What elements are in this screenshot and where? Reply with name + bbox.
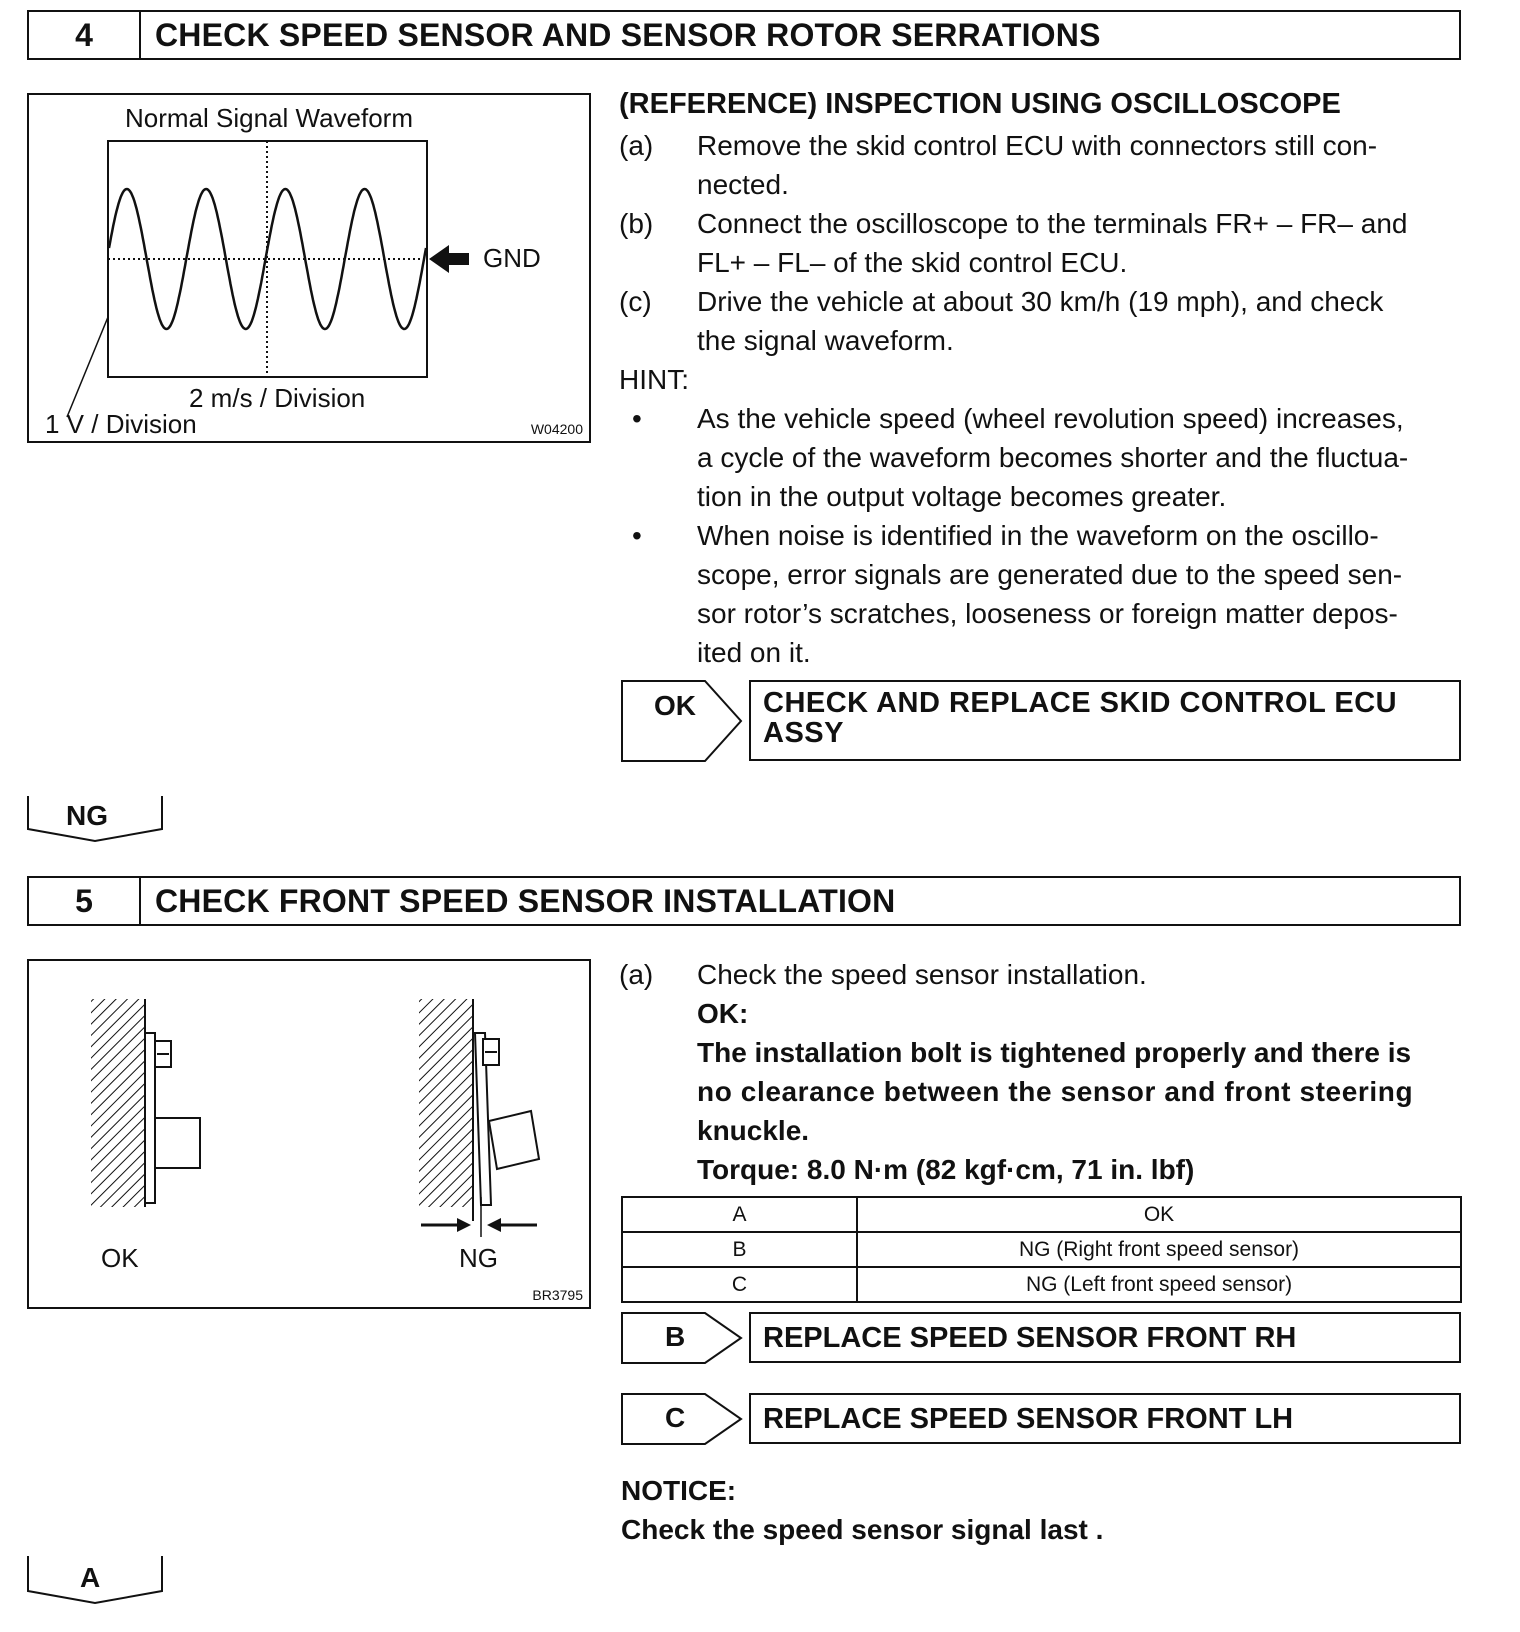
table-row (622, 1197, 1461, 1232)
notice-text: Check the speed sensor signal last . (621, 1514, 1104, 1545)
table-cell-value: NG (Right front speed sensor) (857, 1232, 1461, 1267)
ng-sensor-drawing (419, 999, 539, 1237)
step-line: Connect the oscilloscope to the terminals FR+ – FR– and (697, 208, 1408, 239)
gnd-label: GND (483, 243, 541, 273)
step-label: (b) (619, 208, 654, 239)
x-division-label: 2 m/s / Division (189, 383, 366, 413)
torque-spec: Torque: 8.0 N·m (82 kgf·cm, 71 in. lbf) (697, 1154, 1195, 1185)
table-cell-key: B (622, 1232, 857, 1267)
a-tab-label: A (80, 1562, 101, 1593)
gnd-arrow-icon (429, 245, 469, 273)
step5-title: CHECK FRONT SPEED SENSOR INSTALLATION (155, 882, 896, 919)
ok-criteria (697, 1033, 1461, 1150)
hint-line: scope, error signals are generated due to the speed sen- (697, 559, 1403, 590)
bullet-icon: • (632, 520, 642, 551)
step-label: (c) (619, 286, 652, 317)
hint-text (697, 399, 1457, 516)
hint-line: As the vehicle speed (wheel revolution speed) increases, (697, 403, 1404, 434)
sensor-install-figure (27, 959, 591, 1309)
result-table (621, 1196, 1462, 1303)
bullet-icon: • (632, 403, 642, 434)
step-text (697, 204, 1457, 282)
table-cell-value: NG (Left front speed sensor) (857, 1267, 1461, 1302)
step4-number: 4 (29, 12, 141, 58)
hint-line: sor rotor’s scratches, looseness or foreign matter depos- (697, 598, 1398, 629)
step-line: FL+ – FL– of the skid control ECU. (697, 247, 1128, 278)
ok-criteria-line: no clearance between the sensor and front steering (697, 1076, 1414, 1107)
step-line: Drive the vehicle at about 30 km/h (19 mph), and check (697, 286, 1384, 317)
ok-heading: OK: (697, 998, 749, 1029)
table-row (622, 1232, 1461, 1267)
ok-criteria-line: knuckle. (697, 1115, 810, 1146)
hint-line: ited on it. (697, 637, 811, 668)
ok-action-line: CHECK AND REPLACE SKID CONTROL ECU (763, 687, 1398, 719)
hint-line: tion in the output voltage becomes greater. (697, 481, 1227, 512)
ok-criteria-line: The installation bolt is tightened properly and there is (697, 1037, 1412, 1068)
table-cell-value: OK (857, 1197, 1461, 1232)
hint-text (697, 516, 1457, 672)
waveform-title: Normal Signal Waveform (124, 103, 413, 133)
b-tab-label: B (665, 1321, 686, 1352)
ok-tab-label: OK (654, 690, 696, 721)
table-row (622, 1267, 1461, 1302)
step-line: Remove the skid control ECU with connectors still con- (697, 130, 1378, 161)
hint-label: HINT: (619, 364, 689, 395)
step-label: (a) (619, 959, 654, 990)
ok-action-box (749, 680, 1461, 761)
step-line: nected. (697, 169, 789, 200)
ok-figure-label: OK (101, 1243, 139, 1273)
c-action-box: REPLACE SPEED SENSOR FRONT LH (749, 1393, 1461, 1444)
ok-sensor-drawing (91, 999, 200, 1207)
step5-number: 5 (29, 878, 141, 924)
table-cell-key: A (622, 1197, 857, 1232)
step4-header (27, 10, 1461, 60)
oscilloscope-heading: (REFERENCE) INSPECTION USING OSCILLOSCOPE (619, 88, 1341, 120)
hint-line: When noise is identified in the waveform on the oscillo- (697, 520, 1379, 551)
ng-figure-label: NG (459, 1243, 498, 1273)
figure-code: BR3795 (532, 1287, 583, 1303)
c-tab-label: C (665, 1402, 686, 1433)
figure-code: W04200 (530, 421, 583, 437)
step-text (697, 126, 1457, 204)
y-division-label: 1 V / Division (45, 409, 197, 439)
b-action-box: REPLACE SPEED SENSOR FRONT RH (749, 1312, 1461, 1363)
notice-label: NOTICE: (621, 1475, 737, 1506)
step-label: (a) (619, 130, 654, 161)
step4-title: CHECK SPEED SENSOR AND SENSOR ROTOR SERRATIONS (155, 16, 1101, 53)
table-cell-key: C (622, 1267, 857, 1302)
ok-action-line: ASSY (763, 717, 844, 749)
hint-line: a cycle of the waveform becomes shorter and the fluctua- (697, 442, 1409, 473)
step5-header (27, 876, 1461, 926)
ng-tab-label: NG (66, 800, 108, 831)
step-text (697, 955, 1461, 1189)
step-line: Check the speed sensor installation. (697, 959, 1147, 990)
step-text (697, 282, 1457, 360)
step-line: the signal waveform. (697, 325, 954, 356)
waveform-figure (27, 93, 591, 443)
